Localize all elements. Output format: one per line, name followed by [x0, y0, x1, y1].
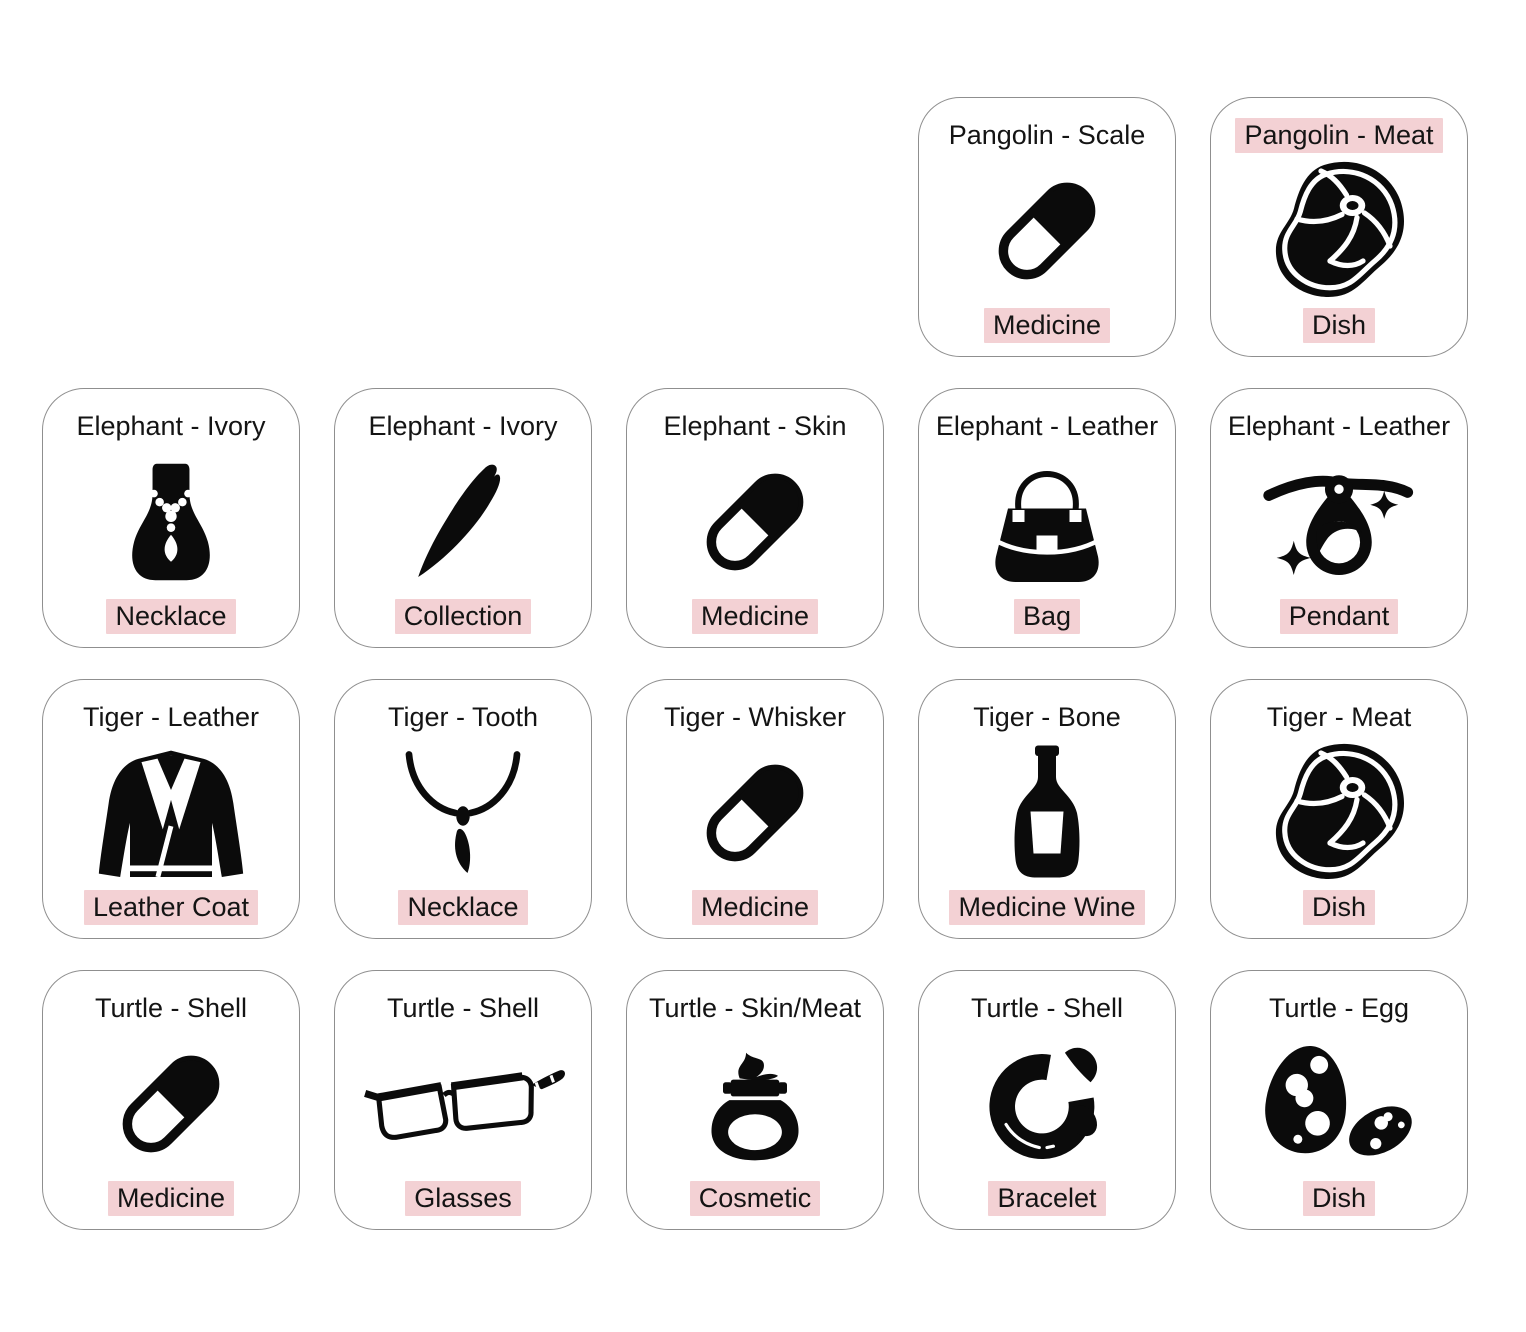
card-title: Pangolin - Scale: [948, 120, 1146, 150]
product-card: [626, 679, 884, 939]
product-card: [42, 970, 300, 1230]
card-label: Leather Coat: [84, 890, 258, 925]
product-card: [918, 388, 1176, 648]
product-card: [1210, 388, 1468, 648]
product-card: [626, 388, 884, 648]
card-label: Medicine: [692, 599, 818, 634]
card-label: Medicine: [984, 308, 1110, 343]
card-title: Turtle - Egg: [1268, 993, 1410, 1023]
cream-jar-icon: [627, 1026, 883, 1181]
card-label: Dish: [1303, 890, 1375, 925]
card-label: Necklace: [106, 599, 235, 634]
card-title: Tiger - Leather: [82, 702, 260, 732]
product-card: [42, 388, 300, 648]
product-card: [918, 679, 1176, 939]
product-card: [1210, 679, 1468, 939]
card-title: Tiger - Tooth: [387, 702, 539, 732]
card-label: Dish: [1303, 1181, 1375, 1216]
card-title: Turtle - Shell: [386, 993, 540, 1023]
capsule-icon: [43, 1026, 299, 1181]
turtle-eggs-icon: [1211, 1026, 1467, 1181]
bracelet-icon: [919, 1026, 1175, 1181]
product-card: [42, 679, 300, 939]
card-title: Turtle - Shell: [970, 993, 1124, 1023]
product-card: [1210, 97, 1468, 357]
card-title: Elephant - Ivory: [368, 411, 558, 441]
card-label: Necklace: [398, 890, 527, 925]
product-card: [334, 970, 592, 1230]
leather-coat-icon: [43, 735, 299, 890]
card-title: Tiger - Bone: [973, 702, 1121, 732]
card-label: Medicine: [108, 1181, 234, 1216]
capsule-icon: [919, 153, 1175, 308]
card-title: Elephant - Ivory: [76, 411, 266, 441]
card-label: Medicine: [692, 890, 818, 925]
bottle-icon: [919, 735, 1175, 890]
glasses-icon: [335, 1026, 591, 1181]
card-label: Cosmetic: [690, 1181, 821, 1216]
card-label: Collection: [395, 599, 532, 634]
card-label: Pendant: [1280, 599, 1399, 634]
product-card: [334, 679, 592, 939]
card-title: Elephant - Skin: [663, 411, 847, 441]
capsule-icon: [627, 444, 883, 599]
steak-icon: [1211, 153, 1467, 308]
tooth-necklace-icon: [335, 735, 591, 890]
card-title: Tiger - Meat: [1266, 702, 1412, 732]
product-card: [918, 970, 1176, 1230]
product-card: [334, 388, 592, 648]
card-title: Tiger - Whisker: [663, 702, 846, 732]
card-label: Glasses: [405, 1181, 521, 1216]
card-label: Bag: [1014, 599, 1080, 634]
card-title: Elephant - Leather: [1227, 411, 1451, 441]
card-label: Medicine Wine: [949, 890, 1144, 925]
card-grid: [42, 97, 1468, 1230]
card-label: Bracelet: [988, 1181, 1105, 1216]
pendant-icon: [1211, 444, 1467, 599]
product-card: [918, 97, 1176, 357]
product-card: [626, 970, 884, 1230]
capsule-icon: [627, 735, 883, 890]
card-title: Turtle - Skin/Meat: [648, 993, 862, 1023]
card-title: Elephant - Leather: [935, 411, 1159, 441]
tusk-icon: [335, 444, 591, 599]
card-title: Pangolin - Meat: [1235, 118, 1442, 153]
steak-icon: [1211, 735, 1467, 890]
handbag-icon: [919, 444, 1175, 599]
product-card: [1210, 970, 1468, 1230]
necklace-bust-icon: [43, 444, 299, 599]
card-title: Turtle - Shell: [94, 993, 248, 1023]
card-label: Dish: [1303, 308, 1375, 343]
